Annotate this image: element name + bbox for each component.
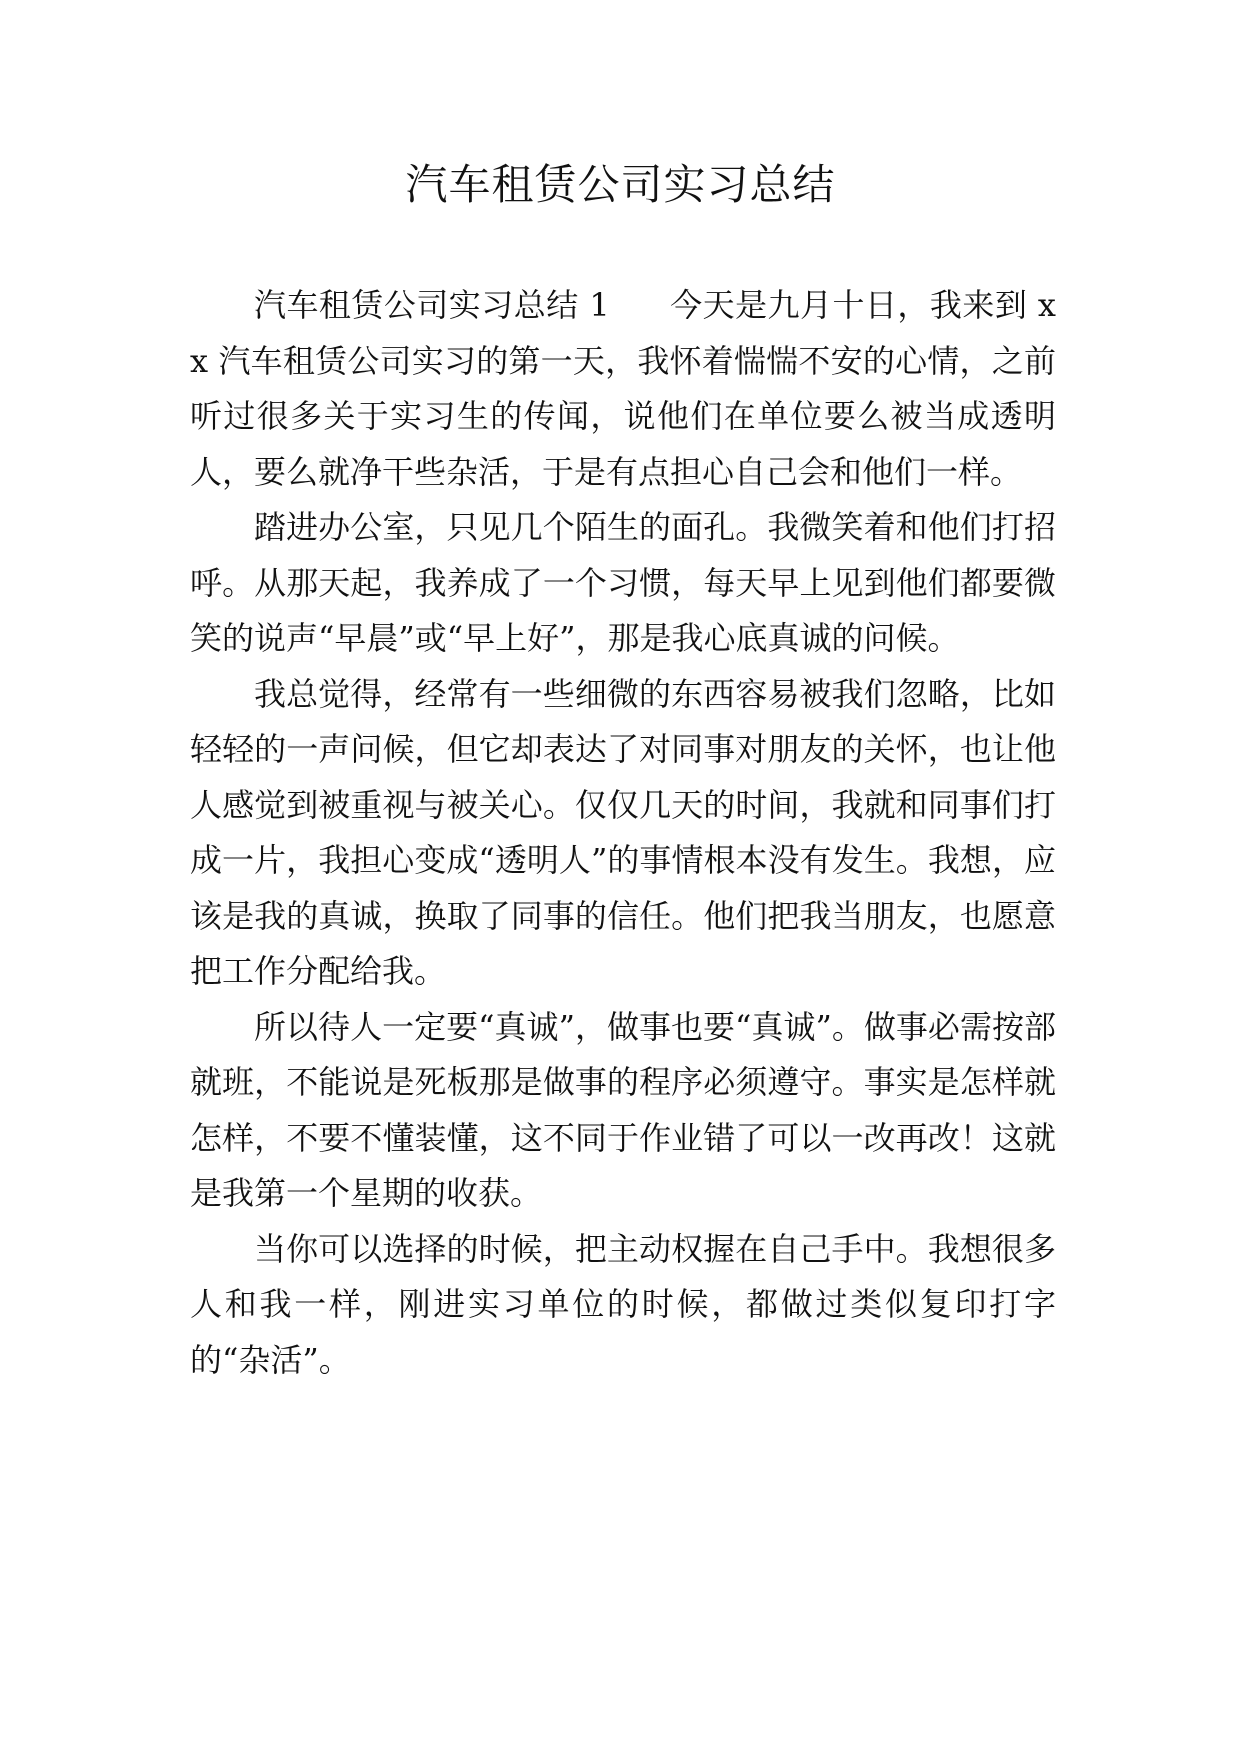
paragraph-4: 所以待人一定要“真诚”，做事也要“真诚”。做事必需按部就班，不能说是死板那是做事的程序必须遵守。事实是怎样就怎样，不要不懂装懂，这不同于作业错了可以一改再改！这就是我第一个星期的收获。 xyxy=(190,1007,1056,1212)
paragraph-2: 踏进办公室，只见几个陌生的面孔。我微笑着和他们打招呼。从那天起，我养成了一个习惯，每天早上见到他们都要微笑的说声“早晨”或“早上好”，那是我心底真诚的问候。 xyxy=(190,508,1056,657)
paragraph-3: 我总觉得，经常有一些细微的东西容易被我们忽略，比如轻轻的一声问候，但它却表达了对同事对朋友的关怀，也让他人感觉到被重视与被关心。仅仅几天的时间，我就和同事们打成一片，我担心变成“透明人”的事情根本没有发生。我想，应该是我的真诚，换取了同事的信任。他们把我当朋友，也愿意把工作分配给我。 xyxy=(190,674,1056,990)
paragraph-1-text: 今天是九月十日，我来到 xx 汽车租赁公司实习的第一天，我怀着惴惴不安的心情，之前听过很多关于实习生的传闻，说他们在单位要么被当成透明人，要么就净干些杂活，于是有点担心自己会和他们一样。 xyxy=(190,286,1056,491)
section-heading: 汽车租赁公司实习总结 1 xyxy=(254,286,610,324)
document-body xyxy=(190,278,1056,1388)
document-title: 汽车租赁公司实习总结 xyxy=(405,160,836,209)
paragraph-5: 当你可以选择的时候，把主动权握在自己手中。我想很多人和我一样，刚进实习单位的时候，都做过类似复印打字的“杂活”。 xyxy=(190,1229,1056,1379)
paragraph-1 xyxy=(190,278,1056,500)
